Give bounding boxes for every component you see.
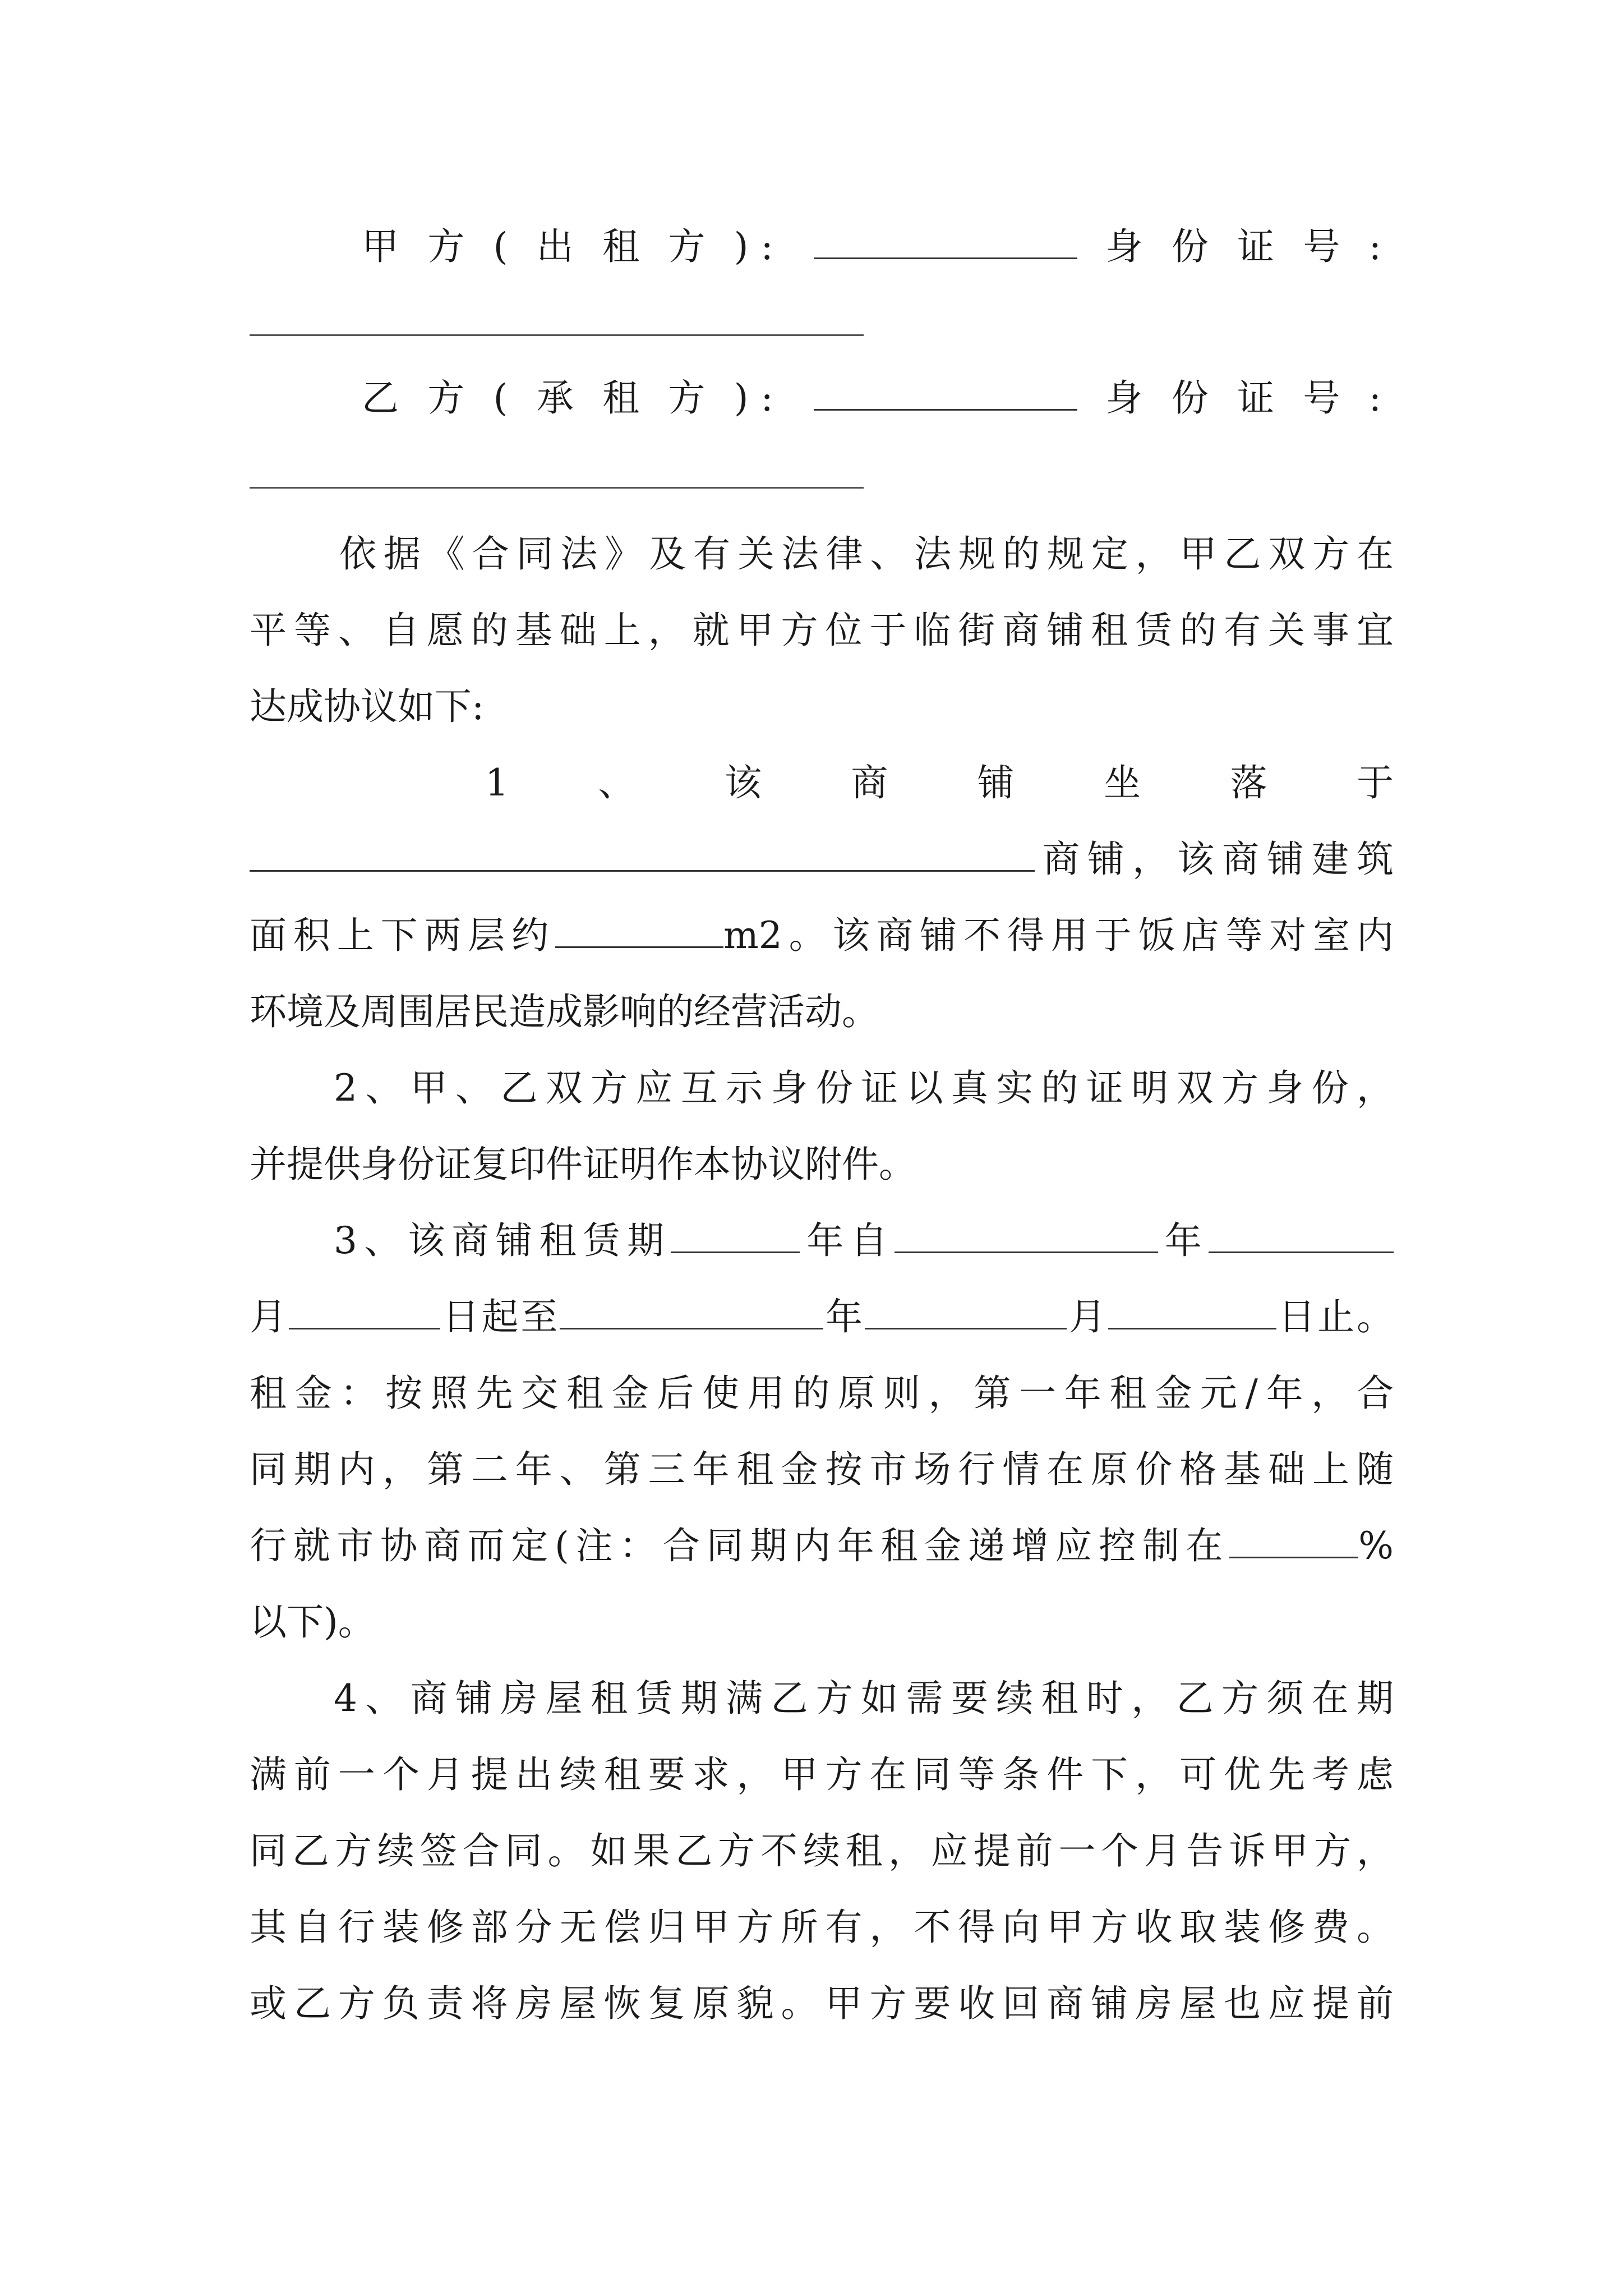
start-year-blank[interactable]	[895, 1212, 1158, 1253]
party-a-line	[250, 209, 1394, 285]
clause4-line-3: 同乙方续签合同。如果乙方不续租，应提前一个月告诉甲方，	[250, 1829, 1394, 1872]
clause1-line-2-tail: 商铺，该商铺建筑	[1035, 838, 1394, 881]
year-label-1: 年	[1158, 1219, 1209, 1262]
clause1-line-3	[250, 898, 1394, 974]
month-label-1: 月	[250, 1295, 289, 1338]
clause3-line-6: 以下)。	[250, 1600, 375, 1644]
rent-increase-blank[interactable]	[1229, 1517, 1358, 1558]
party-b-id-label: 身份证号:	[1105, 376, 1394, 420]
clause3-line-2	[250, 1279, 1394, 1355]
year-label-2: 年	[823, 1295, 865, 1338]
party-b-id-blank[interactable]	[250, 487, 864, 489]
rent-increase-text: 行就市协商而定(注：合同期内年租金递增应控制在	[250, 1524, 1230, 1567]
area-blank[interactable]	[555, 907, 723, 948]
area-label: 面积上下两层约	[250, 914, 556, 957]
clause1-line-4: 环境及周围居民造成影响的经营活动。	[250, 990, 879, 1033]
intro-line-1: 依据《合同法》及有关法律、法规的规定，甲乙双方在	[339, 532, 1394, 576]
clause3-line-3: 租金：按照先交租金后使用的原则，第一年租金元/年，合	[250, 1372, 1394, 1415]
shop-location-blank[interactable]	[250, 831, 1035, 872]
clause4-line-4: 其自行装修部分无偿归甲方所有，不得向甲方收取装修费。	[250, 1906, 1394, 1949]
party-a-label: 甲方(出租方):	[362, 225, 786, 268]
lease-term-label: 3、该商铺租赁期	[334, 1219, 671, 1262]
party-b-line	[250, 360, 1394, 436]
start-day-blank[interactable]	[289, 1289, 440, 1329]
area-unit-text: m2。该商铺不得用于饭店等对室内	[723, 914, 1394, 957]
clause3-line-4: 同期内，第二年、第三年租金按市场行情在原价格基础上随	[250, 1448, 1394, 1491]
intro-line-3: 达成协议如下:	[250, 685, 485, 728]
clause1-line-1: 1、该商铺坐落于	[485, 761, 1394, 804]
party-a-id-label: 身份证号:	[1105, 225, 1394, 268]
clause2-line-2: 并提供身份证复印件证明作本协议附件。	[250, 1143, 916, 1186]
day-end-label: 日止。	[1276, 1295, 1394, 1338]
clause4-line-2: 满前一个月提出续租要求，甲方在同等条件下，可优先考虑	[250, 1753, 1394, 1796]
clause2-line-1: 2、甲、乙双方应互示身份证以真实的证明双方身份，	[334, 1066, 1394, 1110]
party-b-name-blank[interactable]	[814, 370, 1077, 411]
end-day-blank[interactable]	[1108, 1289, 1276, 1329]
month-label-2: 月	[1066, 1295, 1108, 1338]
clause3-line-5	[250, 1508, 1394, 1584]
from-year-label: 年自	[800, 1219, 895, 1262]
clause3-line-1	[250, 1203, 1394, 1279]
percent-sign: %	[1358, 1524, 1394, 1567]
clause4-line-5: 或乙方负责将房屋恢复原貌。甲方要收回商铺房屋也应提前	[250, 1982, 1394, 2025]
end-month-blank[interactable]	[865, 1289, 1067, 1329]
end-year-blank[interactable]	[560, 1289, 823, 1329]
clause4-line-1: 4、商铺房屋租赁期满乙方如需要续租时，乙方须在期	[334, 1677, 1394, 1720]
party-a-id-blank[interactable]	[250, 334, 864, 336]
lease-years-blank[interactable]	[671, 1212, 800, 1253]
clause1-line-2	[250, 821, 1394, 898]
party-a-name-blank[interactable]	[814, 218, 1077, 259]
to-label: 日起至	[440, 1295, 560, 1338]
intro-line-2: 平等、自愿的基础上，就甲方位于临街商铺租赁的有关事宜	[250, 609, 1394, 652]
party-b-label: 乙方(承租方):	[362, 376, 786, 420]
start-month-blank[interactable]	[1209, 1212, 1394, 1253]
